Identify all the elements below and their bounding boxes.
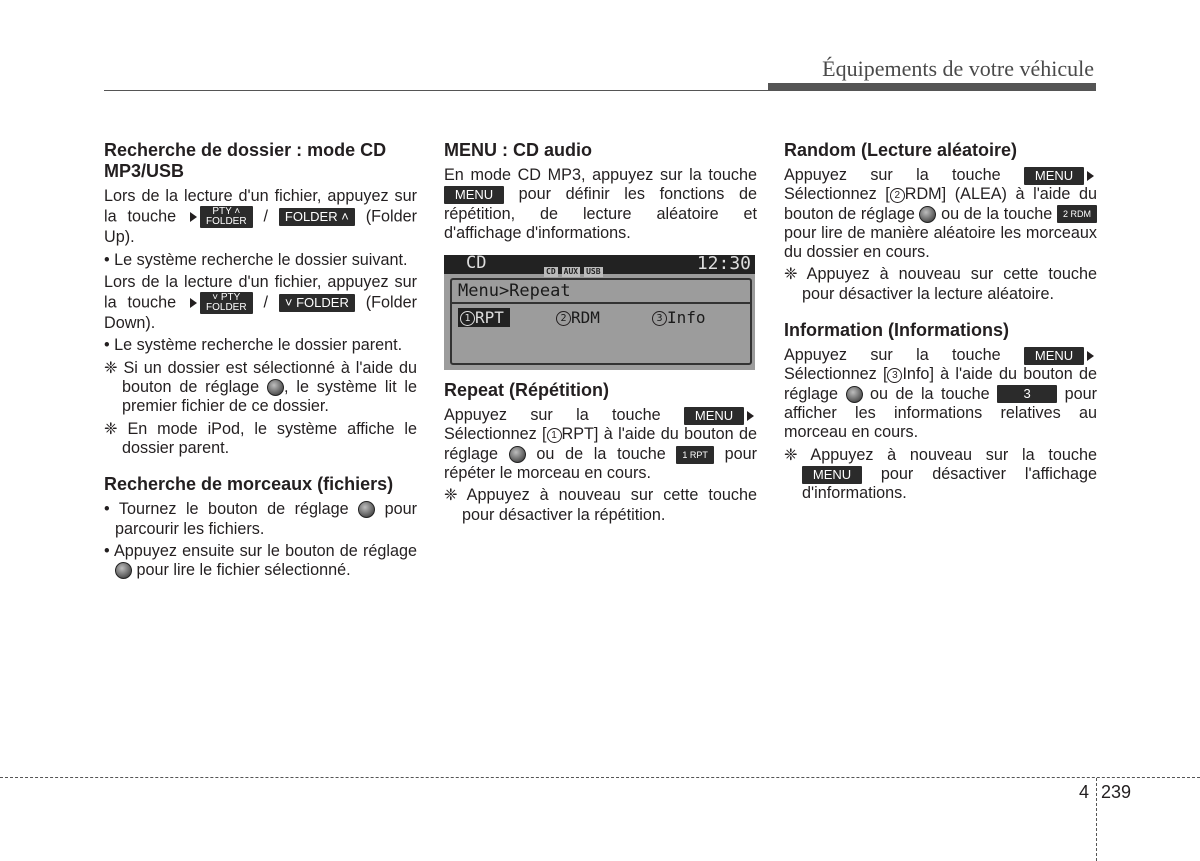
text: ou de la touche	[869, 384, 990, 403]
text: pour lire de manière aléatoire les morceaux du dossier en cours.	[784, 223, 1097, 262]
text: , le système lit le premier fichier de ce dossier.	[122, 378, 418, 416]
folder-label: FOLDER	[296, 295, 349, 311]
arrow-icon	[190, 298, 197, 308]
text: (Folder Up).	[104, 207, 418, 247]
menu-button: MENU	[444, 186, 504, 204]
column-3	[784, 140, 1097, 506]
text: RDM] (ALEA) à l'aide du bouton de réglage	[784, 185, 1098, 223]
pty-folder-up-button: PTY ˄ FOLDER	[200, 206, 253, 228]
display-menu-panel	[450, 278, 752, 365]
footer-dashed-rule	[0, 777, 1200, 778]
tag-aux: AUX	[563, 267, 579, 277]
text: pour afficher les informations relatives au morceau en cours.	[784, 384, 1098, 442]
text: pour désactiver l'affichage d'informations.	[802, 464, 1098, 503]
section-track-search	[104, 474, 417, 580]
option-number: 1	[460, 311, 475, 326]
menu-button: MENU	[684, 407, 744, 425]
text: Sélectionnez [	[784, 185, 890, 204]
number-1-icon: 1	[547, 428, 562, 443]
option-label: RPT	[475, 308, 504, 328]
folder-down-button: ˅ FOLDER	[279, 294, 355, 312]
tag-usb: USB	[586, 267, 601, 277]
option-label: Info	[667, 308, 706, 328]
note-repeat-off: ❈ Appuyez à nouveau sur cette touche pour désactiver la répétition.	[444, 486, 757, 524]
text: Appuyez sur la touche	[784, 166, 1001, 184]
section-information	[784, 320, 1097, 503]
arrow-icon	[747, 411, 754, 421]
display-source-tags	[544, 259, 607, 278]
bullet-press-knob	[104, 542, 417, 581]
folder-up-button: FOLDER ˄	[279, 208, 355, 226]
option-number: 3	[652, 311, 667, 326]
folder-label: FOLDER	[284, 209, 338, 225]
text: ou de la touche	[941, 204, 1053, 223]
text: Sélectionnez [	[444, 425, 547, 444]
tune-knob-icon	[509, 446, 526, 463]
number-2-icon: 2	[890, 188, 905, 203]
note-random-off: ❈ Appuyez à nouveau sur cette touche pour désactiver la lecture aléatoire.	[784, 265, 1097, 303]
page-header-title: Équipements de votre véhicule	[822, 56, 1094, 81]
arrow-icon	[1087, 171, 1094, 181]
footer-vertical-rule	[1096, 778, 1097, 861]
note-select-folder	[104, 359, 417, 417]
footer-chapter-number: 4	[1079, 782, 1090, 802]
text: Appuyez sur la touche	[444, 406, 661, 425]
column-2	[444, 140, 757, 528]
three-button: 3	[997, 385, 1057, 403]
footer-page-number: 239	[1101, 782, 1132, 802]
display-option-rpt	[458, 308, 510, 327]
display-option-info	[652, 308, 706, 327]
text: RPT] à l'aide du bouton de réglage	[444, 425, 757, 463]
text: • Appuyez ensuite sur le bouton de réglage	[104, 541, 417, 560]
display-option-rdm	[556, 308, 600, 327]
arrow-icon	[1087, 351, 1094, 361]
menu-button: MENU	[1024, 167, 1084, 185]
two-rdm-button: 2 RDM	[1057, 205, 1097, 223]
text: Lors de la lecture d'un fichier, appuyez sur la touche	[104, 187, 417, 226]
option-label: RDM	[571, 308, 600, 328]
column-1	[104, 140, 417, 583]
text: Info] à l'aide du bouton de réglage	[784, 365, 1097, 403]
folder-label: FOLDER	[206, 216, 247, 228]
pty-folder-down-button: ˅ PTY FOLDER	[200, 292, 253, 314]
section-title-repeat: Repeat (Répétition)	[444, 380, 610, 401]
text: ❈ Appuyez à nouveau sur la touche	[784, 445, 1097, 464]
one-rpt-button: 1 RPT	[676, 446, 714, 464]
folder-label: FOLDER	[206, 302, 247, 314]
text: En mode CD MP3, appuyez sur la touche	[444, 166, 757, 184]
option-number: 2	[556, 311, 571, 326]
text: ou de la touche	[536, 444, 666, 463]
arrow-icon	[190, 212, 197, 222]
note-ipod: ❈ En mode iPod, le système affiche le dossier parent.	[104, 419, 417, 457]
menu-button: MENU	[1024, 347, 1084, 365]
bullet-parent-folder: • Le système recherche le dossier parent.	[104, 336, 403, 355]
paragraph-repeat	[444, 406, 757, 483]
tune-knob-icon	[846, 386, 863, 403]
paragraph-random	[784, 166, 1097, 262]
text: pour définir les fonctions de répétition, de lecture aléatoire et d'affichage d'informations.	[444, 185, 757, 242]
text: pour répéter le morceau en cours.	[444, 444, 758, 483]
audio-display-screen	[444, 255, 755, 370]
paragraph-menu-intro	[444, 166, 757, 243]
text: Appuyez sur la touche	[784, 346, 1001, 365]
bullet-next-folder: • Le système recherche le dossier suivant.	[104, 250, 408, 269]
display-status-bar	[444, 253, 755, 277]
text: pour lire le fichier sélectionné.	[136, 561, 351, 580]
section-title-track-search: Recherche de morceaux (fichiers)	[104, 474, 394, 495]
display-divider	[452, 302, 750, 304]
text: pour parcourir les fichiers.	[115, 500, 417, 538]
menu-button: MENU	[802, 466, 862, 484]
section-title-random: Random (Lecture aléatoire)	[784, 140, 1018, 160]
paragraph-folder-up	[104, 187, 417, 248]
tune-knob-icon	[919, 206, 936, 223]
paragraph-information	[784, 346, 1097, 442]
bullet-turn-knob	[104, 500, 417, 539]
number-3-icon: 3	[887, 368, 902, 383]
header-accent-bar	[768, 83, 1096, 91]
display-mode: CD	[466, 253, 487, 274]
section-title-menu-cd: MENU : CD audio	[444, 140, 592, 160]
text: (Folder Down).	[104, 293, 418, 333]
slash: /	[263, 293, 268, 312]
text: Lors de la lecture d'un fichier, appuyez sur la touche	[104, 272, 417, 312]
display-breadcrumb: Menu>Repeat	[458, 281, 571, 302]
text: ❈ Si un dossier est sélectionné à l'aide du bouton de réglage	[104, 358, 417, 397]
tune-knob-icon	[115, 562, 132, 579]
tune-knob-icon	[358, 501, 375, 518]
pty-label: PTY	[220, 292, 241, 304]
tag-cd: CD	[546, 267, 556, 277]
text: • Tournez le bouton de réglage	[104, 500, 349, 519]
paragraph-folder-down	[104, 273, 417, 334]
slash: /	[263, 207, 268, 226]
note-info-off	[784, 446, 1097, 504]
section-title-information: Information (Informations)	[784, 320, 1009, 341]
tune-knob-icon	[267, 379, 284, 396]
display-clock: 12:30	[696, 253, 751, 275]
text: Sélectionnez [	[784, 365, 888, 384]
section-title-folder-search: Recherche de dossier : mode CD MP3/USB	[104, 140, 387, 181]
pty-label: PTY	[212, 206, 232, 218]
